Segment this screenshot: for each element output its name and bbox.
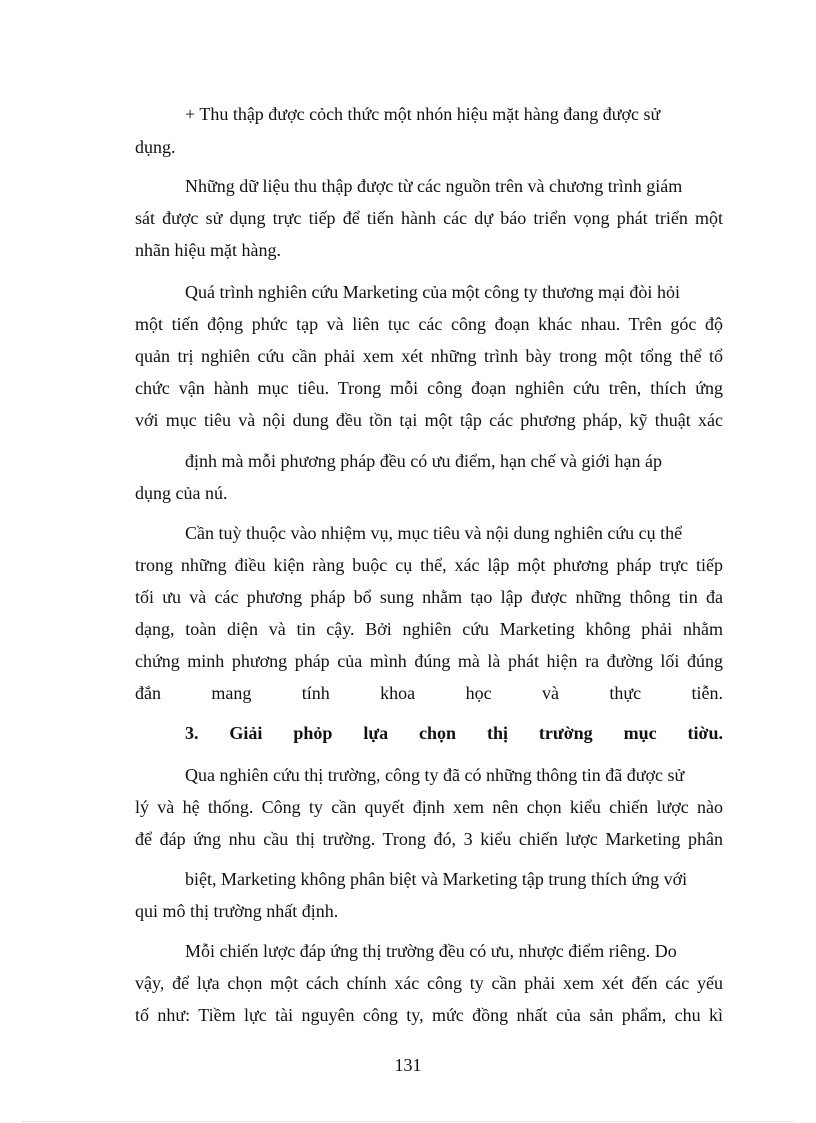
text-line: chứng minh phương pháp của mình đúng mà là phát hiện ra đường lối đúng xyxy=(135,651,723,671)
text-line: nhãn hiệu mặt hàng. xyxy=(135,240,281,260)
text-line: chức vận hành mục tiêu. Trong mỗi công đoạn nghiên cứu trên, thích ứng xyxy=(135,378,723,398)
text-line: qui mô thị trường nhất định. xyxy=(135,901,339,921)
page-number: 131 xyxy=(394,1055,422,1075)
text-line: quản trị nghiên cứu cần phải xem xét những trình bày trong một tổng thể tổ xyxy=(135,346,723,366)
text-line: Quá trình nghiên cứu Marketing của một công ty thương mại đòi hỏi xyxy=(185,282,680,302)
text-line: tối ưu và các phương pháp bổ sung nhằm tạo lập được những thông tin đa xyxy=(135,587,723,607)
text-line: vậy, để lựa chọn một cách chính xác công ty cần phải xem xét đến các yếu xyxy=(135,973,723,993)
text-line: trong những điều kiện ràng buộc cụ thể, xác lập một phương pháp trực tiếp xyxy=(135,555,723,575)
page-bottom-divider xyxy=(22,1121,794,1122)
text-line: để đáp ứng nhu cầu thị trường. Trong đó, 3 kiểu chiến lược Marketing phân xyxy=(135,829,723,849)
text-line: Qua nghiên cứu thị trường, công ty đã có những thông tin đã được sử xyxy=(185,765,685,785)
text-line: dụng của nú. xyxy=(135,483,228,503)
text-line: dụng. xyxy=(135,137,176,157)
text-line: Những dữ liệu thu thập được từ các nguồn trên và chương trình giám xyxy=(185,176,683,196)
text-line: một tiến động phức tạp và liên tục các công đoạn khác nhau. Trên góc độ xyxy=(135,314,723,334)
text-line: với mục tiêu và nội dung đều tồn tại một tập các phương pháp, kỹ thuật xác xyxy=(135,410,723,430)
text-line: dạng, toàn diện và tin cậy. Bởi nghiên cứu Marketing không phải nhằm xyxy=(135,619,723,639)
text-line: đắn mang tính khoa học và thực tiễn. xyxy=(135,683,723,703)
text-line: định mà mỗi phương pháp đều có ưu điểm, hạn chế và giới hạn áp xyxy=(185,451,662,471)
text-line: lý và hệ thống. Công ty cần quyết định xem nên chọn kiểu chiến lược nào xyxy=(135,797,723,817)
text-line: biệt, Marketing không phân biệt và Marketing tập trung thích ứng với xyxy=(185,869,688,889)
text-line: + Thu thập được cỏch thức một nhón hiệu mặt hàng đang được sử xyxy=(185,104,661,124)
section-heading: 3. Giải phỏp lựa chọn thị trường mục tiờu. xyxy=(185,723,723,743)
text-line: sát được sử dụng trực tiếp để tiến hành các dự báo triển vọng phát triển một xyxy=(135,208,723,228)
text-line: Mỗi chiến lược đáp ứng thị trường đều có ưu, nhược điểm riêng. Do xyxy=(185,941,677,961)
text-line: tố như: Tiềm lực tài nguyên công ty, mức đồng nhất của sản phẩm, chu kì xyxy=(135,1005,723,1025)
text-line: Cần tuỳ thuộc vào nhiệm vụ, mục tiêu và nội dung nghiên cứu cụ thể xyxy=(185,523,683,543)
